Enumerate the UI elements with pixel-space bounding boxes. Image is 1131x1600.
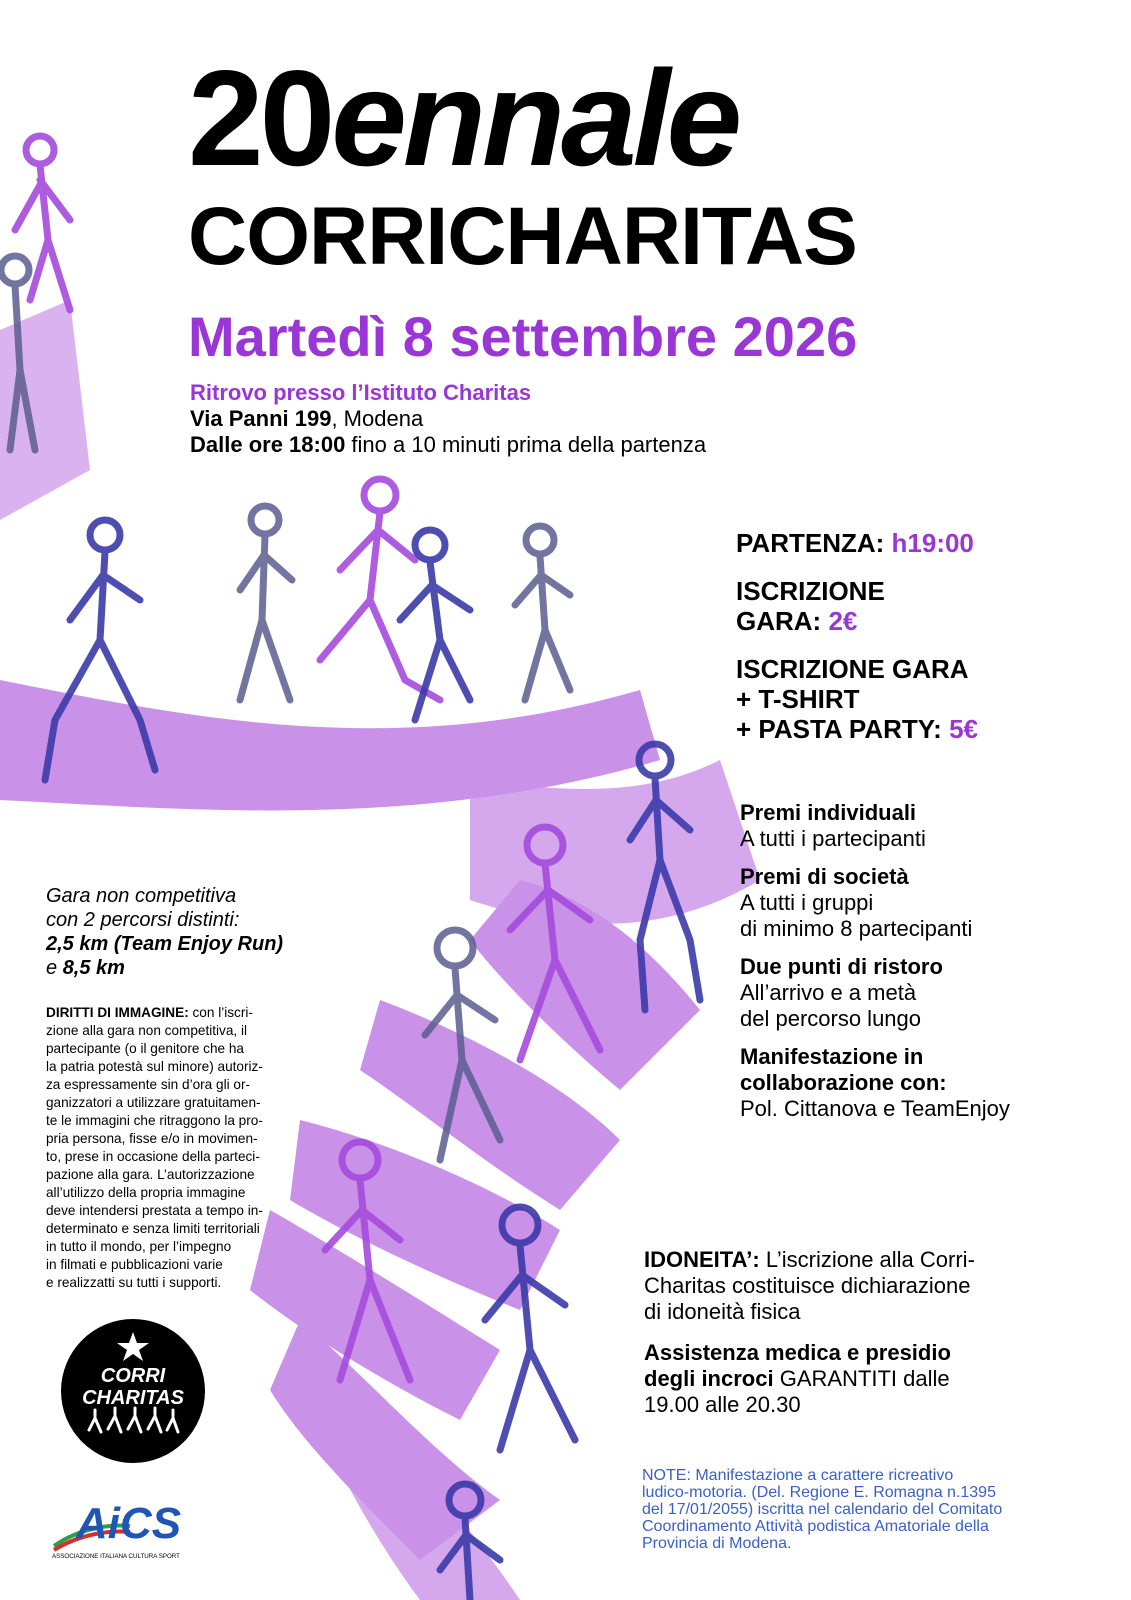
fitness-declaration: IDONEITA’: L’iscrizione alla Corri- Charitas costituisce dichiarazione di idoneità fisica bbox=[644, 1247, 975, 1324]
full-package-fee: ISCRIZIONE GARA + T-SHIRT + PASTA PARTY: 5€ bbox=[736, 654, 978, 744]
event-details bbox=[740, 800, 1010, 1134]
meeting-time: Dalle ore 18:00 fino a 10 minuti prima della partenza bbox=[190, 432, 707, 457]
individual-prizes: Premi individuali A tutti i partecipanti bbox=[740, 800, 926, 851]
image-rights-notice: DIRITTI DI IMMAGINE: con l’iscri- zione alla gara non competitiva, il partecipante (o il genitore che ha la patria potestà sul minore) autoriz- za espressamente sin d’ora gli or- ganizzatori a utilizzare gratuitamen- te le immagini che ritraggono la pro- pria persona, fisse e/o in movimen- to, prese in occasione della parteci- pazione alla gara. L’autorizzazione all’utilizzo della propria immagine deve intendersi prestata a tempo in- determinato e senza limiti territoriali in tutto il mondo, per l’impegno in filmati e pubblicazioni varie e realizzatti su tutti i supporti. bbox=[46, 1005, 263, 1290]
svg-text:CHARITAS: CHARITAS bbox=[82, 1387, 184, 1409]
meeting-info bbox=[190, 380, 706, 458]
race-description: Gara non competitiva con 2 percorsi distinti: 2,5 km (Team Enjoy Run) e 8,5 km bbox=[46, 885, 284, 979]
team-prizes: Premi di società A tutti i gruppi di minimo 8 partecipanti bbox=[740, 864, 973, 941]
event-date: Martedì 8 settembre 2026 bbox=[188, 305, 858, 368]
svg-text:CORRI: CORRI bbox=[100, 1365, 166, 1387]
anniversary-number: 20 bbox=[188, 42, 332, 194]
aics-logo bbox=[50, 1488, 200, 1560]
anniversary-suffix: ennale bbox=[331, 42, 739, 194]
event-name: CORRICHARITAS bbox=[188, 191, 857, 282]
collaboration: Manifestazione in collaborazione con: Pol. Cittanova e TeamEnjoy bbox=[740, 1044, 1010, 1121]
meeting-address: Via Panni 199, Modena bbox=[190, 406, 424, 431]
meeting-place: Ritrovo presso l’Istituto Charitas bbox=[190, 380, 532, 405]
refreshment-points: Due punti di ristoro All’arrivo e a metà del percorso lungo bbox=[740, 954, 943, 1031]
svg-text:AiCS: AiCS bbox=[76, 1499, 182, 1548]
race-fee: ISCRIZIONE GARA: 2€ bbox=[736, 576, 885, 636]
svg-text:ASSOCIAZIONE ITALIANA CULTURA: ASSOCIAZIONE ITALIANA CULTURA SPORT bbox=[52, 1553, 180, 1560]
price-list bbox=[736, 528, 978, 762]
regulatory-note: NOTE: Manifestazione a carattere ricreativo ludico-motoria. (Del. Regione E. Romagna n.1395 del 17/01/2055) iscritta nel calendario del Comitato Coordinamento Attività podistica Amatoriale della Provincia di Modena. bbox=[642, 1467, 1003, 1552]
corricharitas-logo bbox=[60, 1318, 206, 1464]
start-time: PARTENZA: h19:00 bbox=[736, 528, 974, 558]
anniversary-title bbox=[188, 42, 739, 194]
medical-assistance: Assistenza medica e presidio degli incroci GARANTITI dalle 19.00 alle 20.30 bbox=[644, 1340, 951, 1417]
